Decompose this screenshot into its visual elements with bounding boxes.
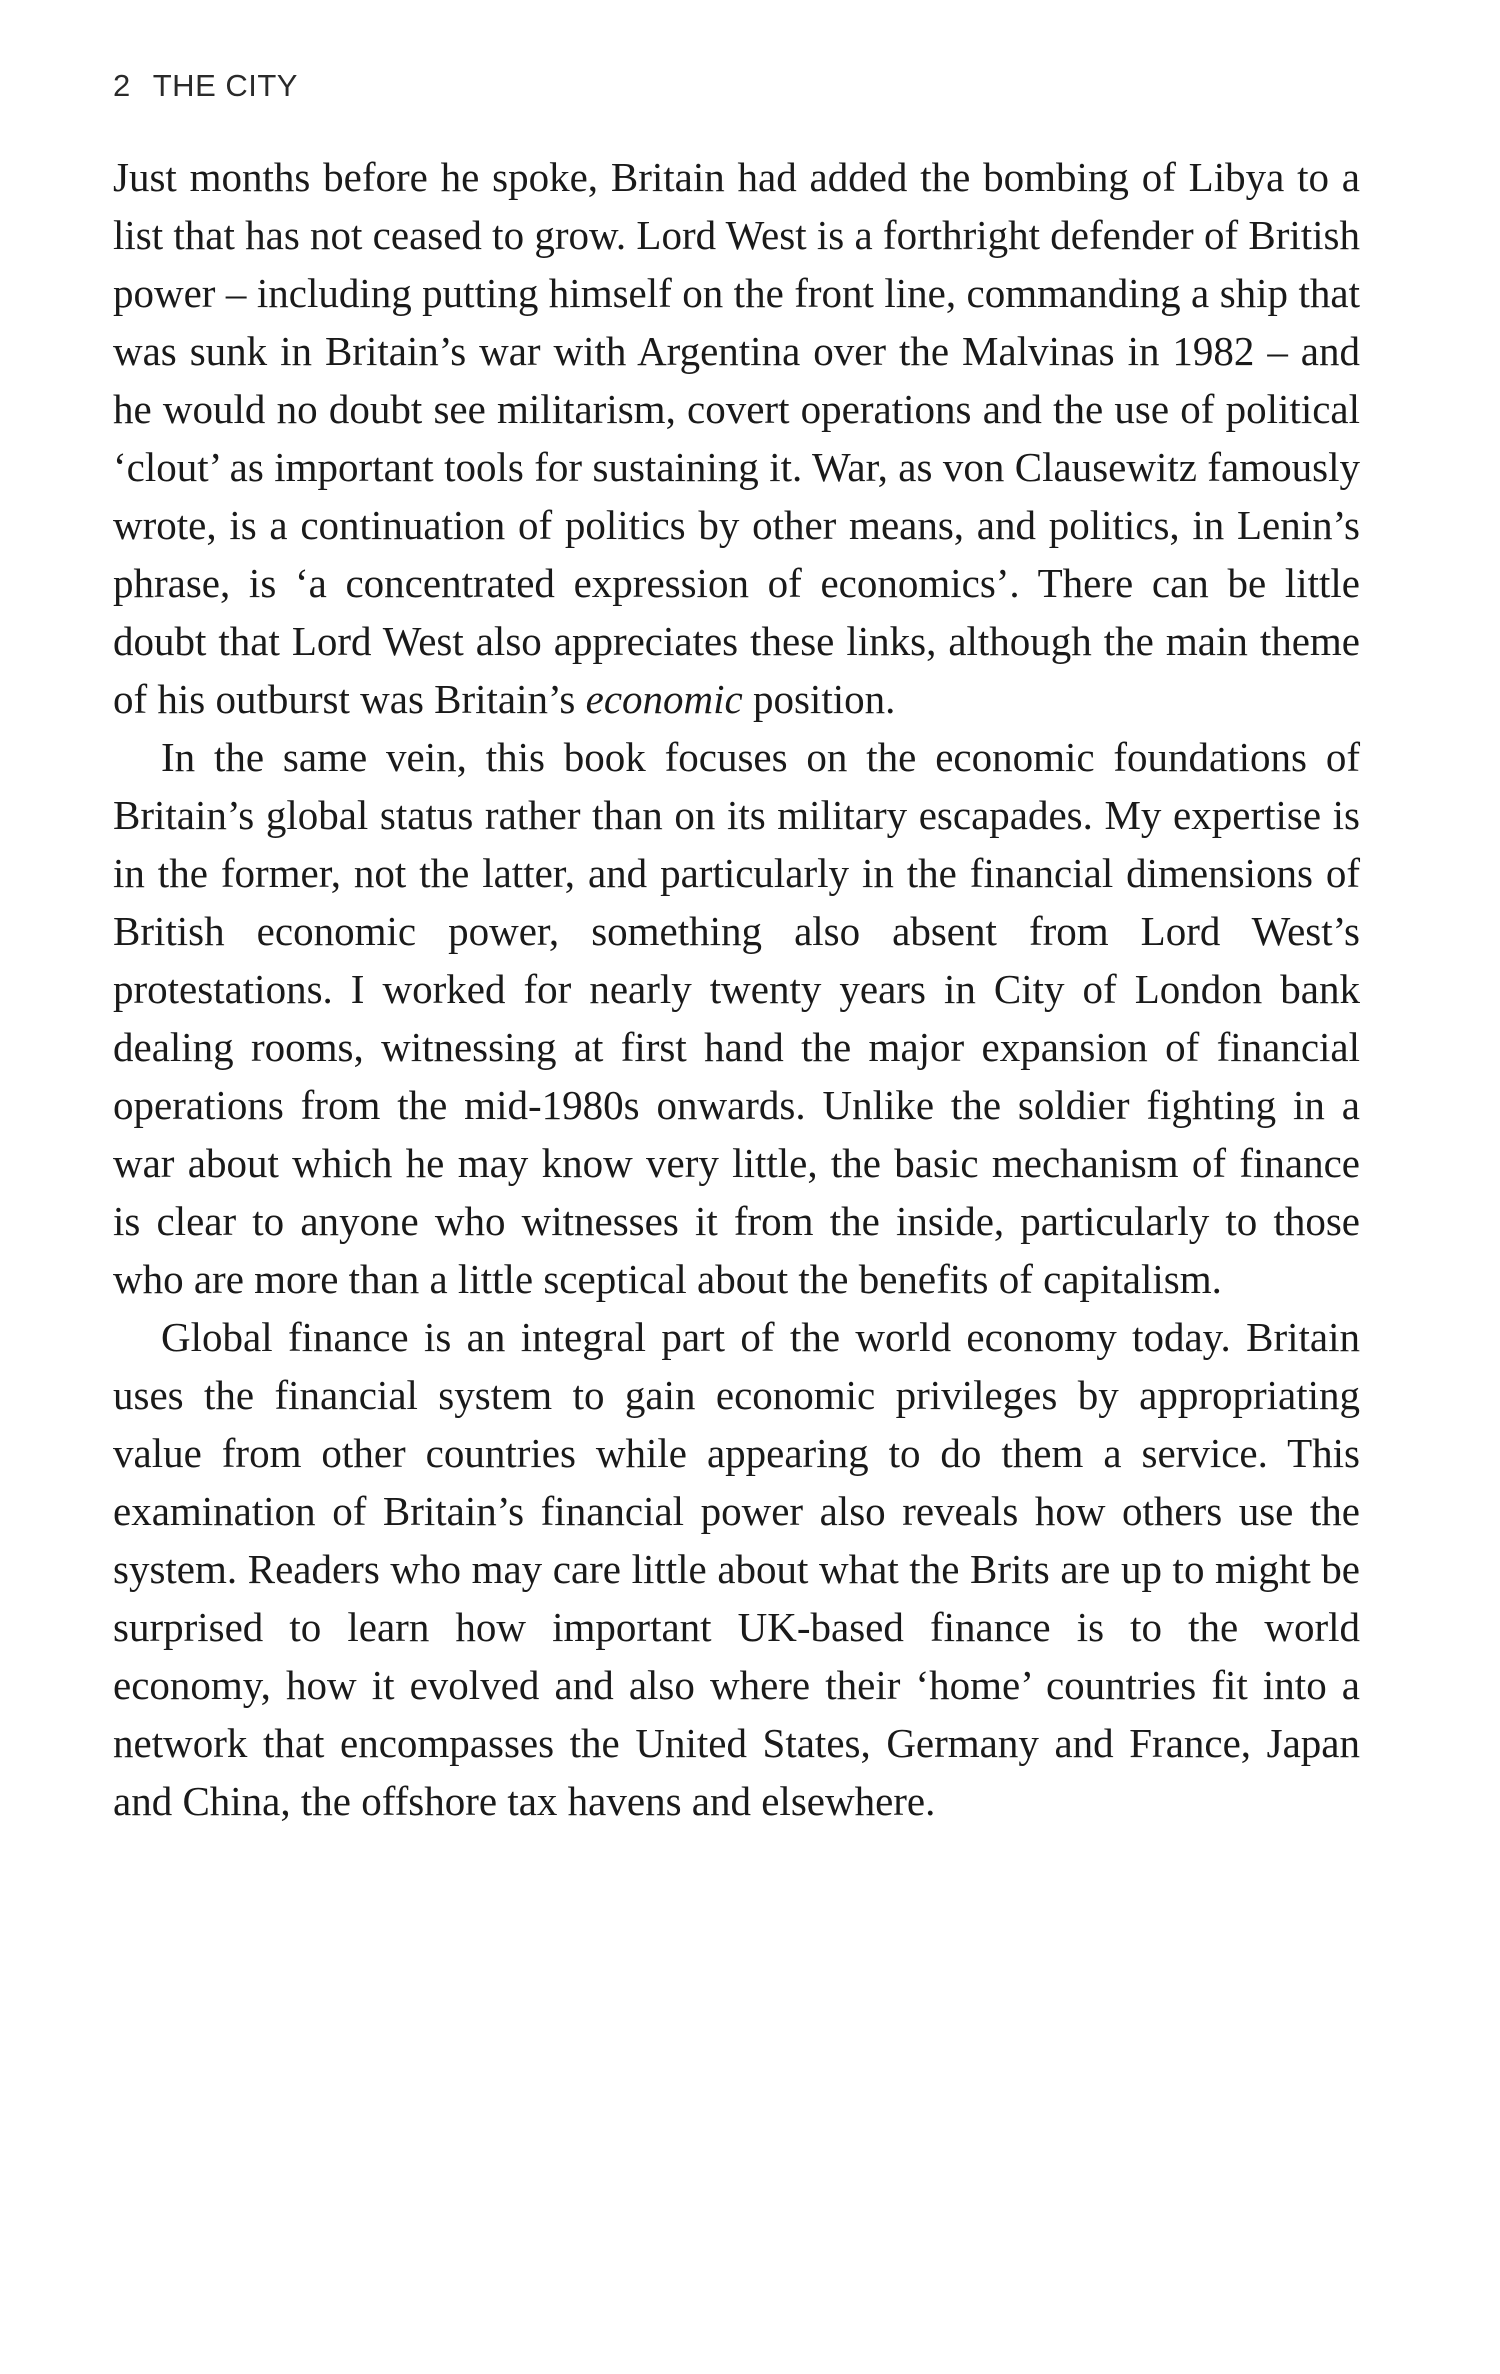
paragraph-1-end: position. (742, 676, 896, 722)
paragraph-2: In the same vein, this book focuses on the economic foundations of Britain’s global status rather than on its military escapades. My expertise is in the former, not the latter, and particularly in the financial dimensions of British economic power, something also absent from Lord West’s protestations. I worked for nearly twenty years in City of London bank dealing rooms, witnessing at first hand the major expansion of financial operations from the mid-1980s onwards. Unlike the soldier fighting in a war about which he may know very little, the basic mechanism of finance is clear to anyone who witnesses it from the inside, particularly to those who are more than a little sceptical about the benefits of capitalism. (113, 734, 1360, 1302)
paragraph-1-emphasis: economic (585, 676, 743, 722)
running-title: THE CITY (152, 68, 298, 103)
page-number: 2 (113, 68, 131, 103)
paragraph-3: Global finance is an integral part of the world economy today. Britain uses the financial system to gain economic privileges by appropriating value from other countries while appearing to do them a service. This examination of Britain’s financial power also reveals how others use the system. Readers who may care little about what the Brits are up to might be surprised to learn how important UK-based finance is to the world economy, how it evolved and also where their ‘home’ countries fit into a network that encompasses the United States, Germany and France, Japan and China, the offshore tax havens and elsewhere. (113, 1314, 1360, 1824)
body-text (113, 148, 1360, 1830)
paragraph-1-text: Just months before he spoke, Britain had added the bombing of Libya to a list that has not ceased to grow. Lord West is a forthright defender of British power – including putting himself on the front line, commanding a ship that was sunk in Britain’s war with Argentina over the Malvinas in 1982 – and he would no doubt see militarism, covert operations and the use of political ‘clout’ as important tools for sustaining it. War, as von Clausewitz famously wrote, is a continuation of politics by other means, and politics, in Lenin’s phrase, is ‘a concentrated expression of economics’. There can be little doubt that Lord West also appreciates these links, although the main theme of his outburst was Britain’s (113, 154, 1360, 722)
running-head (113, 68, 298, 104)
paragraph-1 (113, 148, 1360, 728)
